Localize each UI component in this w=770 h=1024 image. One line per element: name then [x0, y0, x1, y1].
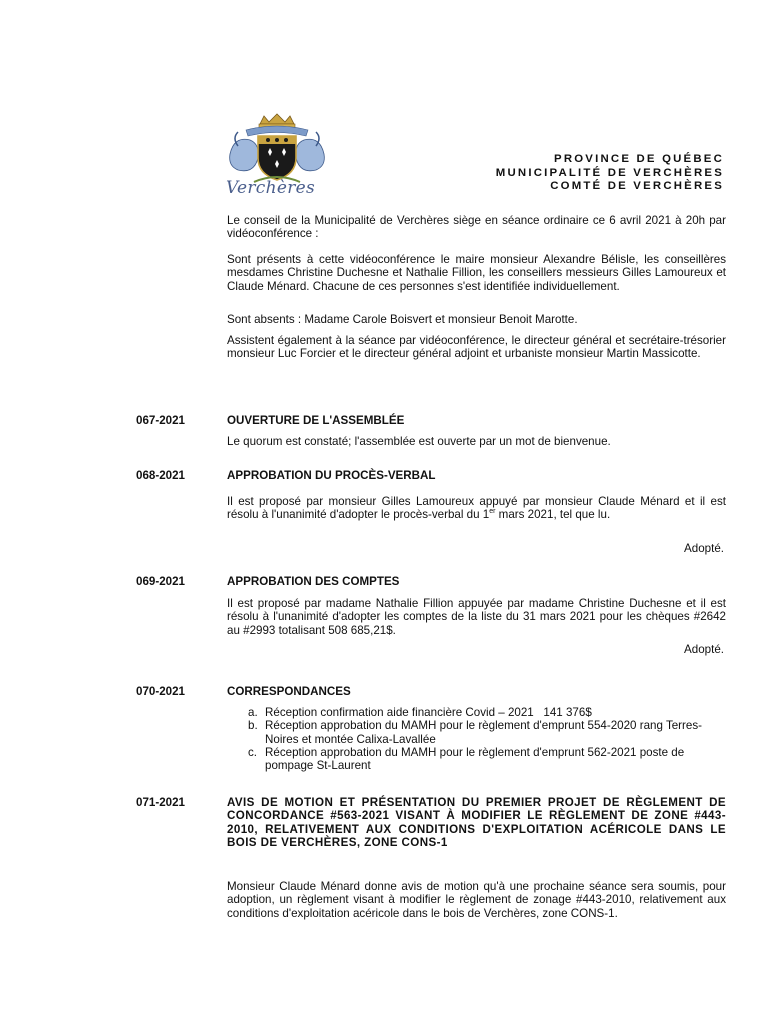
adopted-label: Adopté.: [684, 542, 724, 555]
header-county: COMTÉ DE VERCHÈRES: [550, 180, 724, 192]
resolution-text: Il est proposé par madame Nathalie Fillion appuyée par madame Christine Duchesne et il est résolu à l'unanimité d'adopter les comptes de la liste du 31 mars 2021 pour les chèques #2642 au #2993 totalisant 508 685,21$.: [227, 597, 726, 637]
list-item: a. Réception confirmation aide financière Covid – 2021 141 376$: [248, 706, 592, 719]
correspondence-list: [248, 706, 726, 772]
intro-paragraph-attendance: Sont présents à cette vidéoconférence le maire monsieur Alexandre Bélisle, les conseillères mesdames Christine Duchesne et Nathalie Fillion, les conseillers messieurs Gilles Lamoureux et Claude Ménard. Chacune de ces personnes s'est identifiée individuellement.: [227, 253, 726, 293]
header-province: PROVINCE DE QUÉBEC: [554, 153, 724, 165]
list-item: b. Réception approbation du MAMH pour le règlement d'emprunt 554-2020 rang Terres-Noires et montée Calixa-Lavallée: [248, 719, 703, 746]
resolution-title: APPROBATION DU PROCÈS-VERBAL: [227, 469, 436, 482]
list-item: c. Réception approbation du MAMH pour le règlement d'emprunt 562-2021 poste de pompage St-Laurent: [248, 745, 685, 773]
resolution-title: AVIS DE MOTION ET PRÉSENTATION DU PREMIER PROJET DE RÈGLEMENT DE CONCORDANCE #563-2021 VISANT À MODIFIER LE RÈGLEMENT DE ZONE #443-2010, RELATIVEMENT AUX CONDITIONS D'EXPLOITATION ACÉRICOLE DANS LE BOIS DE VERCHÈRES, ZONE CONS-1: [227, 796, 726, 849]
logo-wordmark: Verchères: [226, 178, 316, 198]
intro-paragraph-1: Le conseil de la Municipalité de Verchères siège en séance ordinaire ce 6 avril 2021 à 20h par vidéoconférence :: [227, 214, 726, 241]
adopted-label: Adopté.: [684, 643, 724, 656]
resolution-number: 067-2021: [136, 414, 185, 427]
resolution-number: 068-2021: [136, 469, 185, 482]
resolution-text: Monsieur Claude Ménard donne avis de motion qu'à une prochaine séance sera soumis, pour adoption, un règlement visant à modifier le règlement de zonage #443-2010, relativement aux conditions d'exploitation acéricole dans le bois de Verchères, zone CONS-1.: [227, 880, 726, 920]
resolution-title: OUVERTURE DE L'ASSEMBLÉE: [227, 414, 405, 427]
resolution-title: CORRESPONDANCES: [227, 685, 351, 698]
resolution-title: APPROBATION DES COMPTES: [227, 575, 400, 588]
resolution-number: 071-2021: [136, 796, 185, 809]
resolution-number: 069-2021: [136, 575, 185, 588]
document-header: [496, 153, 724, 194]
header-municipality: MUNICIPALITÉ DE VERCHÈRES: [495, 166, 724, 179]
intro-paragraph-absents: Sont absents : Madame Carole Boisvert et monsieur Benoit Marotte.: [227, 313, 578, 326]
intro-paragraph-staff: Assistent également à la séance par vidéoconférence, le directeur général et secrétaire-trésorier monsieur Luc Forcier et le directeur général adjoint et urbaniste monsieur Martin Massicotte.: [227, 334, 726, 361]
resolution-number: 070-2021: [136, 685, 185, 698]
resolution-text: Il est proposé par monsieur Gilles Lamoureux appuyé par monsieur Claude Ménard et il est résolu à l'unanimité d'adopter le procès-verbal du 1er mars 2021, tel que lu.: [227, 495, 726, 522]
resolution-text: Le quorum est constaté; l'assemblée est ouverte par un mot de bienvenue.: [227, 435, 611, 448]
